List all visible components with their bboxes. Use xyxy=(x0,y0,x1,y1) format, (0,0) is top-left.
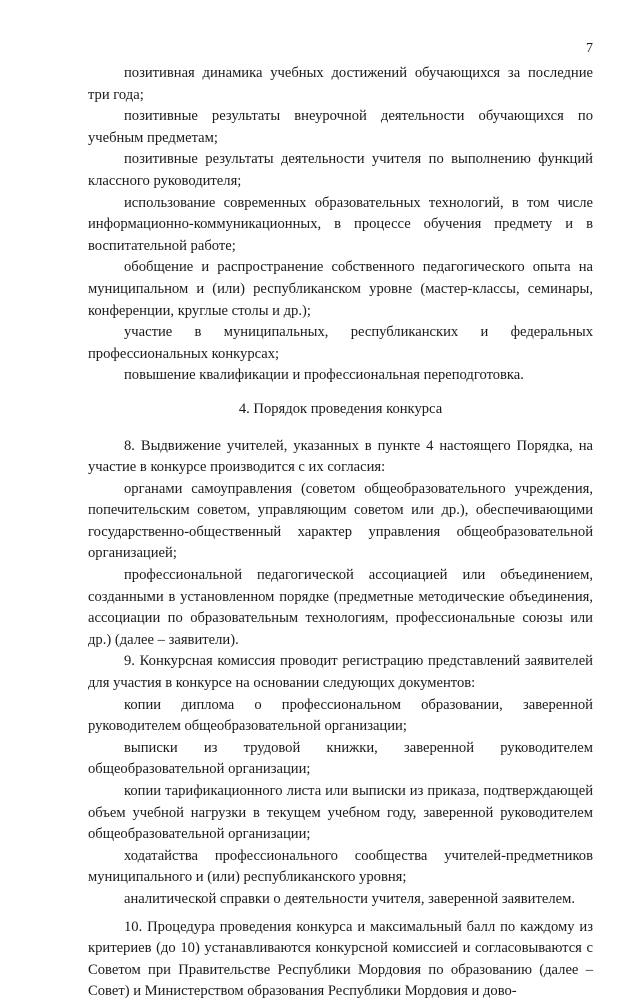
section-paragraph: 8. Выдвижение учителей, указанных в пункте 4 настоящего Порядка, на участие в конкурсе производится с их согласия: xyxy=(88,437,593,476)
document-body xyxy=(88,63,593,1003)
section-paragraph: профессиональной педагогической ассоциацией или объединением, созданными в установленном порядке (предметные методические объединения, ассоциации по образовательным технологиям, профессиональные союзы или др.) (далее – заявители). xyxy=(88,567,593,648)
section-paragraph: выписки из трудовой книжки, заверенной руководителем общеобразовательной организации; xyxy=(88,739,593,778)
criterion-paragraph: обобщение и распространение собственного педагогического опыта на муниципальном и (или) республиканском уровне (мастер-классы, семинары, конференции, круглые столы и др.); xyxy=(88,259,593,319)
criterion-paragraph: позитивная динамика учебных достижений обучающихся за последние три года; xyxy=(88,65,593,103)
criterion-paragraph: повышение квалификации и профессиональная переподготовка. xyxy=(124,367,524,384)
section-heading: 4. Порядок проведения конкурса xyxy=(238,400,443,417)
section-paragraph: копии диплома о профессиональном образовании, заверенной руководителем общеобразовательной организации; xyxy=(88,696,593,735)
section-paragraph: ходатайства профессионального сообщества учителей-предметников муниципального и (или) республиканского уровня; xyxy=(88,847,593,886)
page-number: 7 xyxy=(586,41,593,56)
final-paragraph: 10. Процедура проведения конкурса и максимальный балл по каждому из критериев (до 10) устанавливаются конкурсной комиссией и согласовываются с Советом при Правительстве Республики Мордовия по образованию (далее – Совет) и Министерством образования Республики Мордовия и дово- xyxy=(88,918,593,1000)
criterion-paragraph: позитивные результаты внеурочной деятельности обучающихся по учебным предметам; xyxy=(88,108,593,146)
criterion-paragraph: использование современных образовательных технологий, в том числе информационно-коммуникационных, в процессе обучения предмету и в воспитательной работе; xyxy=(88,194,593,254)
section-paragraph: копии тарификационного листа или выписки из приказа, подтверждающей объем учебной нагрузки в текущем учебном году, заверенной руководителем общеобразовательной организации; xyxy=(88,783,593,843)
section-paragraph: аналитической справки о деятельности учителя, заверенной заявителем. xyxy=(124,890,575,907)
criterion-paragraph: участие в муниципальных, республиканских и федеральных профессиональных конкурсах; xyxy=(88,324,593,362)
criterion-paragraph: позитивные результаты деятельности учителя по выполнению функций классного руководителя; xyxy=(88,151,593,189)
section-paragraph: 9. Конкурсная комиссия проводит регистрацию представлений заявителей для участия в конкурсе на основании следующих документов: xyxy=(88,653,593,692)
section-paragraph: органами самоуправления (советом общеобразовательного учреждения, попечительским советом, управляющим советом или др.), обеспечивающими государственно-общественный характер управления общеобразовательной организацией; xyxy=(88,480,593,562)
